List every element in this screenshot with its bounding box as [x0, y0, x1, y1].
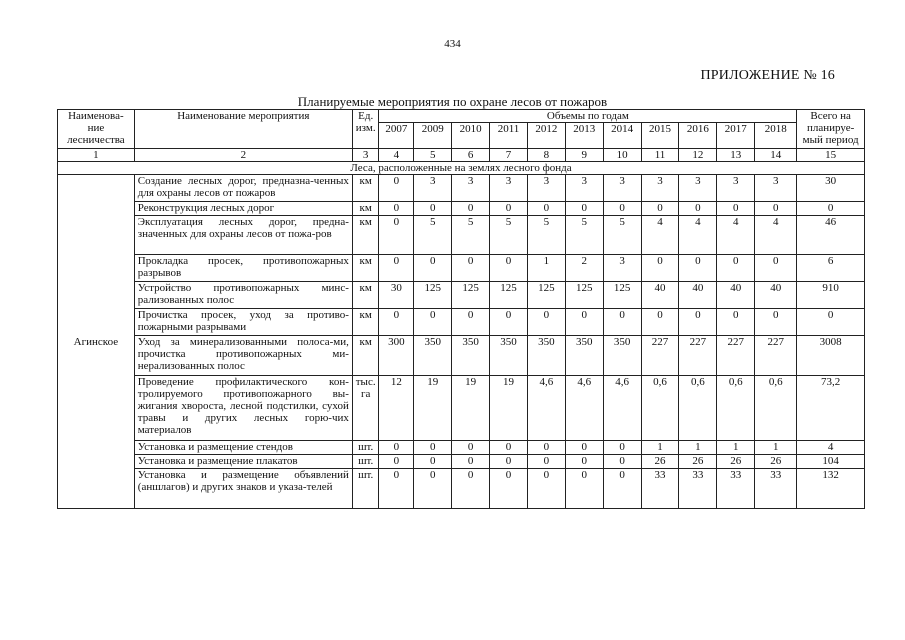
unit-cell: км: [352, 216, 379, 255]
value-cell: 0: [679, 309, 717, 336]
column-number: 13: [717, 149, 755, 162]
value-cell: 0: [565, 455, 603, 469]
total-cell: 0: [797, 202, 865, 216]
section-row: [58, 162, 865, 175]
unit-cell: тыс. га: [352, 376, 379, 441]
value-cell: 19: [490, 376, 528, 441]
value-cell: 1: [641, 441, 679, 455]
value-cell: 0: [755, 309, 797, 336]
value-cell: 0: [755, 202, 797, 216]
total-cell: 4: [797, 441, 865, 455]
value-cell: 0: [603, 469, 641, 509]
value-cell: 0: [603, 309, 641, 336]
value-cell: 3: [565, 175, 603, 202]
column-number: 14: [755, 149, 797, 162]
header-year: 2016: [679, 123, 717, 149]
value-cell: 0: [379, 216, 414, 255]
value-cell: 350: [452, 336, 490, 376]
value-cell: 0: [717, 255, 755, 282]
value-cell: 4: [641, 216, 679, 255]
value-cell: 0: [452, 441, 490, 455]
value-cell: 227: [679, 336, 717, 376]
total-cell: 30: [797, 175, 865, 202]
activity-name: Уход за минерализованными полоса-ми, прочистка противопожарных ми-нерализованных полос: [134, 336, 352, 376]
value-cell: 350: [603, 336, 641, 376]
section-title: Леса, расположенные на землях лесного фонда: [58, 162, 865, 175]
header-year: 2018: [755, 123, 797, 149]
activity-name: Прокладка просек, противопожарных разрывов: [134, 255, 352, 282]
value-cell: 1: [717, 441, 755, 455]
header-year: 2010: [452, 123, 490, 149]
activity-name: Проведение профилактического кон-тролируемого противопожарного вы-жигания хвороста, лесной подстилки, сухой травы и других лесных горю-чих материалов: [134, 376, 352, 441]
value-cell: 0: [414, 255, 452, 282]
fire-protection-table: [57, 109, 865, 509]
unit-cell: шт.: [352, 469, 379, 509]
value-cell: 3: [603, 175, 641, 202]
column-number: 15: [797, 149, 865, 162]
value-cell: 0: [527, 202, 565, 216]
header-row-1: [58, 110, 865, 123]
appendix-title: ПРИЛОЖЕНИЕ № 16: [700, 68, 835, 83]
value-cell: 0: [527, 469, 565, 509]
value-cell: 0: [379, 175, 414, 202]
value-cell: 0: [452, 255, 490, 282]
forestry-name: Агинское: [58, 175, 135, 509]
value-cell: 0: [603, 455, 641, 469]
total-cell: 3008: [797, 336, 865, 376]
value-cell: 227: [755, 336, 797, 376]
header-year: 2017: [717, 123, 755, 149]
column-number: 10: [603, 149, 641, 162]
value-cell: 0: [414, 469, 452, 509]
value-cell: 350: [565, 336, 603, 376]
value-cell: 0: [565, 469, 603, 509]
value-cell: 26: [755, 455, 797, 469]
value-cell: 0: [452, 469, 490, 509]
activity-name: Создание лесных дорог, предназна-ченных для охраны лесов от пожаров: [134, 175, 352, 202]
value-cell: 350: [414, 336, 452, 376]
column-number: 9: [565, 149, 603, 162]
header-volumes-by-year: Объемы по годам: [379, 110, 797, 123]
activity-name: Реконструкция лесных дорог: [134, 202, 352, 216]
value-cell: 0: [414, 309, 452, 336]
total-cell: 132: [797, 469, 865, 509]
header-total: Всего на планируе-мый период: [797, 110, 865, 149]
value-cell: 3: [452, 175, 490, 202]
value-cell: 40: [679, 282, 717, 309]
value-cell: 33: [755, 469, 797, 509]
value-cell: 0,6: [717, 376, 755, 441]
value-cell: 125: [603, 282, 641, 309]
value-cell: 19: [414, 376, 452, 441]
value-cell: 0: [603, 441, 641, 455]
value-cell: 0: [490, 309, 528, 336]
header-unit: Ед. изм.: [352, 110, 379, 149]
value-cell: 0: [452, 309, 490, 336]
column-number: 7: [490, 149, 528, 162]
value-cell: 3: [414, 175, 452, 202]
value-cell: 4: [679, 216, 717, 255]
value-cell: 4,6: [527, 376, 565, 441]
value-cell: 0: [527, 455, 565, 469]
column-number: 11: [641, 149, 679, 162]
value-cell: 3: [527, 175, 565, 202]
value-cell: 40: [641, 282, 679, 309]
value-cell: 5: [414, 216, 452, 255]
column-numbers-row: [58, 149, 865, 162]
activity-name: Эксплуатация лесных дорог, предна-значенных для охраны лесов от пожа-ров: [134, 216, 352, 255]
total-cell: 46: [797, 216, 865, 255]
header-year: 2007: [379, 123, 414, 149]
value-cell: 26: [717, 455, 755, 469]
value-cell: 12: [379, 376, 414, 441]
value-cell: 3: [603, 255, 641, 282]
value-cell: 0: [452, 202, 490, 216]
total-cell: 73,2: [797, 376, 865, 441]
column-number: 5: [414, 149, 452, 162]
table-row: [58, 202, 865, 216]
value-cell: 125: [565, 282, 603, 309]
unit-cell: км: [352, 336, 379, 376]
value-cell: 0,6: [641, 376, 679, 441]
value-cell: 227: [717, 336, 755, 376]
table-row: [58, 469, 865, 509]
value-cell: 30: [379, 282, 414, 309]
value-cell: 0: [379, 469, 414, 509]
value-cell: 4,6: [565, 376, 603, 441]
table-row: [58, 376, 865, 441]
value-cell: 0: [490, 441, 528, 455]
value-cell: 0: [603, 202, 641, 216]
value-cell: 3: [755, 175, 797, 202]
value-cell: 4,6: [603, 376, 641, 441]
table-row: [58, 441, 865, 455]
value-cell: 0: [679, 202, 717, 216]
value-cell: 350: [527, 336, 565, 376]
table-row: [58, 336, 865, 376]
page-number: 434: [444, 38, 461, 50]
value-cell: 0: [679, 255, 717, 282]
value-cell: 0: [717, 309, 755, 336]
header-forestry: Наименова-ние лесничества: [58, 110, 135, 149]
value-cell: 0: [379, 441, 414, 455]
value-cell: 227: [641, 336, 679, 376]
unit-cell: км: [352, 202, 379, 216]
column-number: 1: [58, 149, 135, 162]
value-cell: 5: [452, 216, 490, 255]
unit-cell: шт.: [352, 441, 379, 455]
column-number: 4: [379, 149, 414, 162]
column-number: 12: [679, 149, 717, 162]
column-number: 8: [527, 149, 565, 162]
value-cell: 26: [641, 455, 679, 469]
value-cell: 0: [490, 455, 528, 469]
table-row: [58, 216, 865, 255]
value-cell: 0: [379, 202, 414, 216]
column-number: 3: [352, 149, 379, 162]
total-cell: 910: [797, 282, 865, 309]
total-cell: 0: [797, 309, 865, 336]
column-number: 2: [134, 149, 352, 162]
unit-cell: км: [352, 255, 379, 282]
unit-cell: км: [352, 309, 379, 336]
value-cell: 2: [565, 255, 603, 282]
value-cell: 0: [414, 441, 452, 455]
value-cell: 0: [755, 255, 797, 282]
value-cell: 3: [490, 175, 528, 202]
value-cell: 5: [603, 216, 641, 255]
header-year: 2013: [565, 123, 603, 149]
table-row: [58, 255, 865, 282]
value-cell: 4: [755, 216, 797, 255]
activity-name: Установка и размещение стендов: [134, 441, 352, 455]
value-cell: 40: [717, 282, 755, 309]
total-cell: 104: [797, 455, 865, 469]
value-cell: 1: [755, 441, 797, 455]
value-cell: 0: [641, 202, 679, 216]
value-cell: 3: [679, 175, 717, 202]
header-year: 2014: [603, 123, 641, 149]
value-cell: 0: [527, 441, 565, 455]
value-cell: 4: [717, 216, 755, 255]
value-cell: 350: [490, 336, 528, 376]
value-cell: 5: [565, 216, 603, 255]
value-cell: 3: [641, 175, 679, 202]
value-cell: 0: [527, 309, 565, 336]
value-cell: 33: [717, 469, 755, 509]
value-cell: 33: [679, 469, 717, 509]
value-cell: 1: [679, 441, 717, 455]
value-cell: 0: [379, 309, 414, 336]
value-cell: 125: [490, 282, 528, 309]
total-cell: 6: [797, 255, 865, 282]
value-cell: 0: [379, 255, 414, 282]
value-cell: 0: [452, 455, 490, 469]
value-cell: 40: [755, 282, 797, 309]
header-year: 2009: [414, 123, 452, 149]
value-cell: 0: [565, 441, 603, 455]
table-row: [58, 309, 865, 336]
table-row: [58, 282, 865, 309]
activity-name: Установка и размещение объявлений (аншлагов) и других знаков и указа-телей: [134, 469, 352, 509]
value-cell: 33: [641, 469, 679, 509]
value-cell: 0: [717, 202, 755, 216]
value-cell: 0: [414, 202, 452, 216]
value-cell: 1: [527, 255, 565, 282]
unit-cell: шт.: [352, 455, 379, 469]
value-cell: 300: [379, 336, 414, 376]
value-cell: 0: [641, 255, 679, 282]
value-cell: 125: [414, 282, 452, 309]
header-year: 2012: [527, 123, 565, 149]
value-cell: 0: [490, 255, 528, 282]
table-row: [58, 175, 865, 202]
value-cell: 125: [527, 282, 565, 309]
header-activity: Наименование мероприятия: [134, 110, 352, 149]
value-cell: 0: [414, 455, 452, 469]
value-cell: 3: [717, 175, 755, 202]
value-cell: 5: [490, 216, 528, 255]
table-title: Планируемые мероприятия по охране лесов от пожаров: [297, 94, 608, 109]
activity-name: Устройство противопожарных минс-рализованных полос: [134, 282, 352, 309]
value-cell: 19: [452, 376, 490, 441]
activity-name: Прочистка просек, уход за противо-пожарными разрывами: [134, 309, 352, 336]
value-cell: 26: [679, 455, 717, 469]
value-cell: 125: [452, 282, 490, 309]
table-row: [58, 455, 865, 469]
value-cell: 0,6: [679, 376, 717, 441]
value-cell: 5: [527, 216, 565, 255]
value-cell: 0,6: [755, 376, 797, 441]
value-cell: 0: [490, 469, 528, 509]
header-year: 2011: [490, 123, 528, 149]
unit-cell: км: [352, 282, 379, 309]
value-cell: 0: [490, 202, 528, 216]
activity-name: Установка и размещение плакатов: [134, 455, 352, 469]
value-cell: 0: [379, 455, 414, 469]
unit-cell: км: [352, 175, 379, 202]
value-cell: 0: [565, 309, 603, 336]
header-year: 2015: [641, 123, 679, 149]
value-cell: 0: [565, 202, 603, 216]
column-number: 6: [452, 149, 490, 162]
value-cell: 0: [641, 309, 679, 336]
